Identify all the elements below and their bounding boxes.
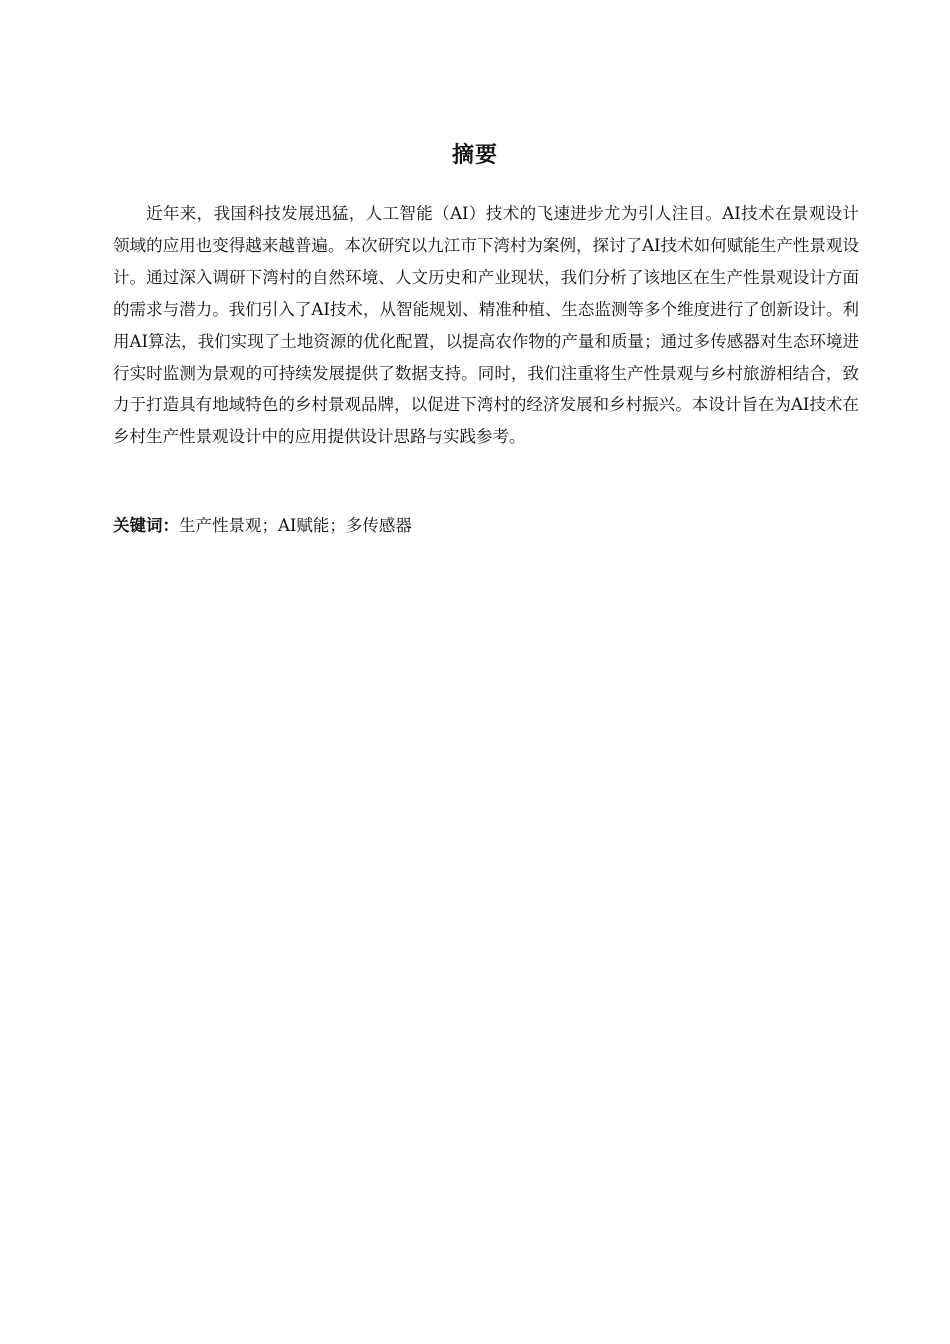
page-title: 摘要 (451, 143, 498, 168)
keywords-line (113, 511, 859, 541)
keywords-text: 生产性景观；AI赋能；多传感器 (179, 516, 412, 535)
abstract-paragraph: 近年来，我国科技发展迅猛，人工智能（AI）技术的飞速进步尤为引人注目。AI技术在景观设计领域的应用也变得越来越普遍。本次研究以九江市下湾村为案例，探讨了AI技术如何赋能生产性景观设计。通过深入调研下湾村的自然环境、人文历史和产业现状，我们分析了该地区在生产性景观设计方面的需求与潜力。我们引入了AI技术，从智能规划、精准种植、生态监测等多个维度进行了创新设计。利用AI算法，我们实现了土地资源的优化配置，以提高农作物的产量和质量；通过多传感器对生态环境进行实时监测为景观的可持续发展提供了数据支持。同时，我们注重将生产性景观与乡村旅游相结合，致力于打造具有地域特色的乡村景观品牌，以促进下湾村的经济发展和乡村振兴。本设计旨在为AI技术在乡村生产性景观设计中的应用提供设计思路与实践参考。 (113, 204, 859, 447)
keywords-label: 关键词： (113, 516, 179, 535)
